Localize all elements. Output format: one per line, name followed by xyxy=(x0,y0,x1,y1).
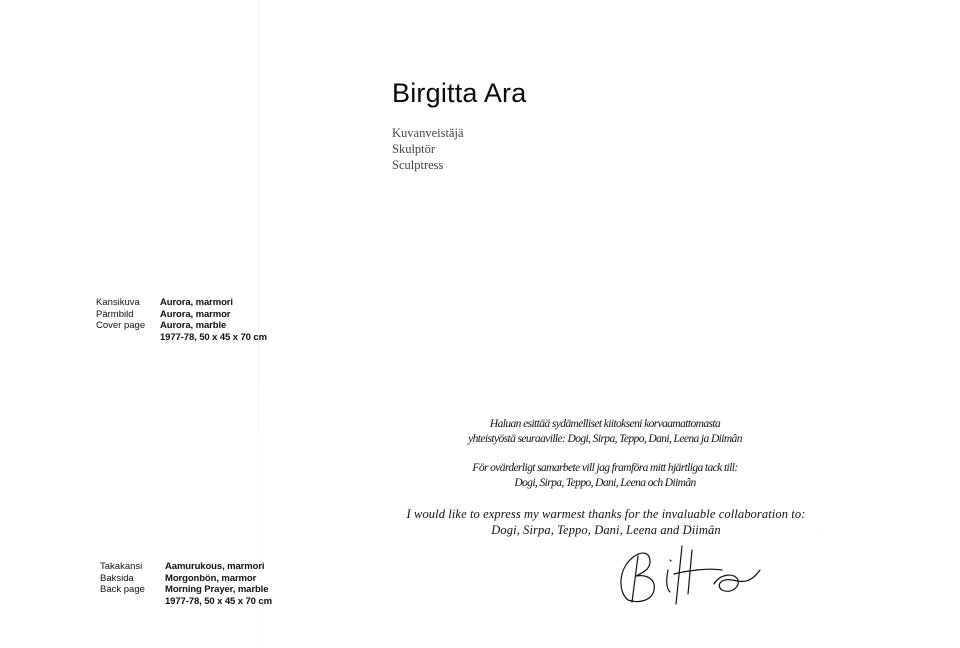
profession-english: Sculptress xyxy=(392,158,444,172)
profession-swedish: Skulptör xyxy=(392,142,436,156)
back-value-swedish: Morgonbön, marmor xyxy=(165,572,257,584)
cover-value-dimensions: 1977-78, 50 x 45 x 70 cm xyxy=(160,331,267,343)
back-value-english: Morning Prayer, marble xyxy=(165,584,269,595)
back-label-finnish: Takakansi xyxy=(100,561,143,572)
back-label-swedish: Baksida xyxy=(100,572,134,584)
cover-value-english: Aurora, marble xyxy=(160,320,227,331)
thanks-english-line-2: Dogi, Sirpa, Teppo, Dani, Leena and Diimân xyxy=(491,523,721,537)
thanks-finnish-line-2: yhteistyöstä seuraaville: Dogi, Sirpa, Teppo, Dani, Leena ja Diimân xyxy=(468,433,742,445)
back-value-finnish: Aamurukous, marmori xyxy=(165,561,265,572)
cover-caption-values xyxy=(160,297,267,343)
thanks-swedish-line-2: Dogi, Sirpa, Teppo, Dani, Leena och Diimân xyxy=(514,477,696,489)
thanks-english-line-1: I would like to express my warmest thanks for the invaluable collaboration to: xyxy=(406,507,806,521)
cover-label-english: Cover page xyxy=(96,320,146,331)
back-label-english: Back page xyxy=(100,584,145,595)
cover-caption-labels xyxy=(96,297,145,332)
profession-finnish: Kuvanveistäjä xyxy=(392,126,464,140)
cover-label-finnish: Kansikuva xyxy=(96,297,140,308)
scan-speck: · xyxy=(816,528,819,535)
signature xyxy=(610,540,780,610)
profession-list xyxy=(392,125,464,173)
back-caption-labels xyxy=(100,561,145,596)
back-caption-values xyxy=(165,561,272,607)
thanks-swedish xyxy=(420,461,790,491)
cover-value-finnish: Aurora, marmori xyxy=(160,297,233,308)
thanks-finnish xyxy=(420,417,790,447)
back-value-dimensions: 1977-78, 50 x 45 x 70 cm xyxy=(165,595,272,607)
thanks-finnish-line-1: Haluan esittää sydämelliset kiitokseni korvaamattomasta xyxy=(489,418,721,430)
cover-value-swedish: Aurora, marmor xyxy=(160,308,231,320)
cover-label-swedish: Pärmbild xyxy=(96,308,134,320)
thanks-swedish-line-1: För ovärderligt samarbete vill jag framföra mitt hjärtliga tack till: xyxy=(472,462,738,474)
thanks-english xyxy=(396,506,816,538)
artist-name: Birgitta Ara xyxy=(392,78,527,108)
